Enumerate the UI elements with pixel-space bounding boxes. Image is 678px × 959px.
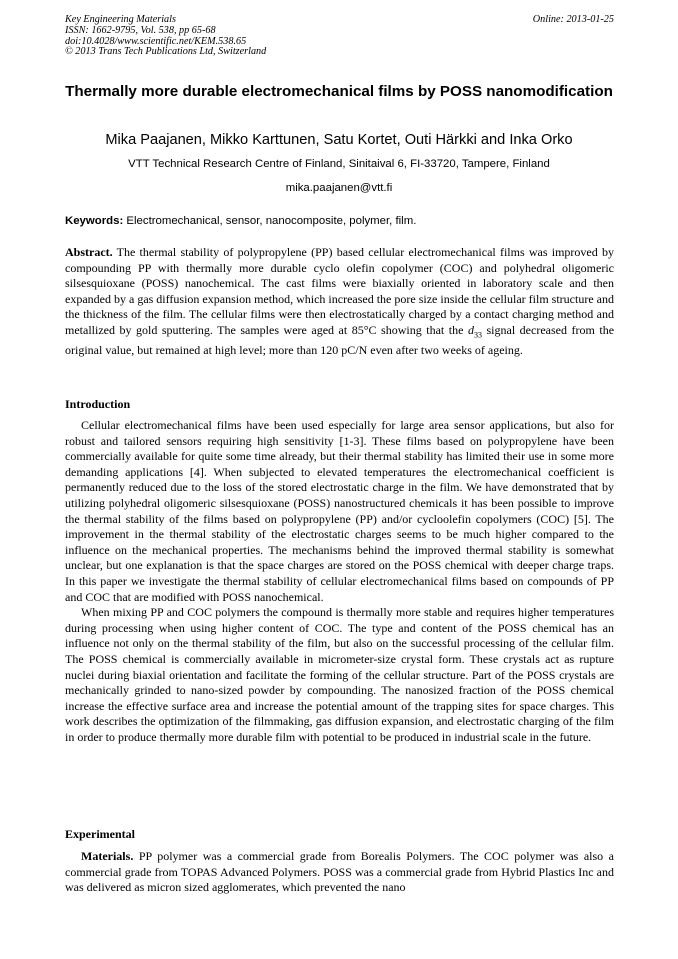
online-date: Online: 2013-01-25 xyxy=(532,14,614,25)
author-list: Mika Paajanen, Mikko Karttunen, Satu Kortet, Outi Härkki and Inka Orko xyxy=(105,132,573,148)
d33-subscript: 33 xyxy=(473,330,482,340)
affiliation: VTT Technical Research Centre of Finland, Sinitaival 6, FI-33720, Tampere, Finland xyxy=(128,158,550,170)
materials-text: PP polymer was a commercial grade from Borealis Polymers. The COC polymer was also a commercial grade from TOPAS Advanced Polymers. POSS was a commercial grade from Hybrid Plastics Inc and was delivered as micron sized agglomerates, which prevented the nano xyxy=(65,849,614,895)
author-email: mika.paajanen@vtt.fi xyxy=(285,182,393,194)
abstract-text-before: The thermal stability of polypropylene (PP) based cellular electromechanical films was improved by compounding PP with thermally more durable cyclo olefin copolymer (COC) and polyhedral oligomeric silsesquioxane (POSS) nanochemical. The cast films were biaxially oriented in laboratory scale and then expanded by a gas diffusion expansion method, which increased the pore size inside the cellular film structure and the thickness of the film. The cellular films were then electrostatically charged by a contact charging method and metallized by gold sputtering. The samples were aged at 85°C showing that the xyxy=(65,245,614,337)
abstract-text-after: signal decreased from the original value, but remained at high level; more than 120 pC/N even after two weeks of ageing. xyxy=(65,322,615,357)
paper-title: Thermally more durable electromechanical films by POSS nanomodification xyxy=(65,83,613,100)
d33-symbol: d xyxy=(467,322,474,337)
introduction-body xyxy=(65,418,614,745)
keywords-text: Electromechanical, sensor, nanocomposite, polymer, film. xyxy=(126,215,417,227)
keywords xyxy=(65,214,613,228)
experimental-heading: Experimental xyxy=(65,827,135,841)
journal-header xyxy=(65,15,266,58)
abstract-label: Abstract. xyxy=(65,245,113,259)
journal-issn: ISSN: 1662-9795, Vol. 538, pp 65-68 xyxy=(65,24,216,36)
introduction-paragraph-1: Cellular electromechanical films have been used especially for large area sensor applications, but also for robust and tailored sensors requiring high sensitivity [1-3]. These films based on polypropylene have been commercially available for quite some time already, but their thermal stability has limited their use in some more demanding applications [4]. When subjected to elevated temperatures the electromechanical coefficient is permanently reduced due to the loss of the stored electrostatic charge in the film. We have demonstrated that by utilizing polyhedral oligomeric silsesquioxane (POSS) nanostructured chemicals it has been possible to improve the thermal stability of the films based on polypropylene (PP) and/or cycloolefin copolymers (COC) [5]. The improvement in the thermal stability of the electrostatic charges seems to be much higher compared to the influence on the mechanical properties. The mechanisms behind the improved thermal stability is somewhat unclear, but one explanation is that the space charges are stored on the POSS chemical with deeper charge traps. In this paper we investigate the thermal stability of cellular electromechanical films based on compounds of PP and COC that are modified with POSS nanochemical. xyxy=(65,418,614,604)
keywords-label: Keywords: xyxy=(65,215,124,227)
materials-label: Materials. xyxy=(81,849,134,863)
introduction-paragraph-2: When mixing PP and COC polymers the compound is thermally more stable and requires higher temperatures during processing when using higher content of COC. The type and content of the POSS chemical has an influence not only on the thermal stability of the film, but also on the successful processing of the cellular film. The POSS chemical is commercially available in micrometer-size crystal form. These crystals act as rupture nuclei during biaxial orientation and facilitate the forming of the cellular structure. Part of the POSS crystals are mechanically grinded to nano-sized powder by compounding. The nanosized fraction of the POSS chemical increase the effective surface area and increase the potential amount of the trapping sites for space charges. This work describes the optimization of the filmmaking, gas diffusion expansion, and electrostatic charging of the film in order to produce thermally more durable film with potential to be produced in industrial scale in the future. xyxy=(65,605,614,744)
journal-copyright: © 2013 Trans Tech Publications Ltd, Switzerland xyxy=(65,46,267,58)
abstract xyxy=(65,245,614,359)
journal-name: Key Engineering Materials xyxy=(65,14,176,25)
journal-doi: doi:10.4028/www.scientific.net/KEM.538.65 xyxy=(65,35,247,47)
experimental-body xyxy=(65,849,614,896)
introduction-heading: Introduction xyxy=(65,397,131,411)
